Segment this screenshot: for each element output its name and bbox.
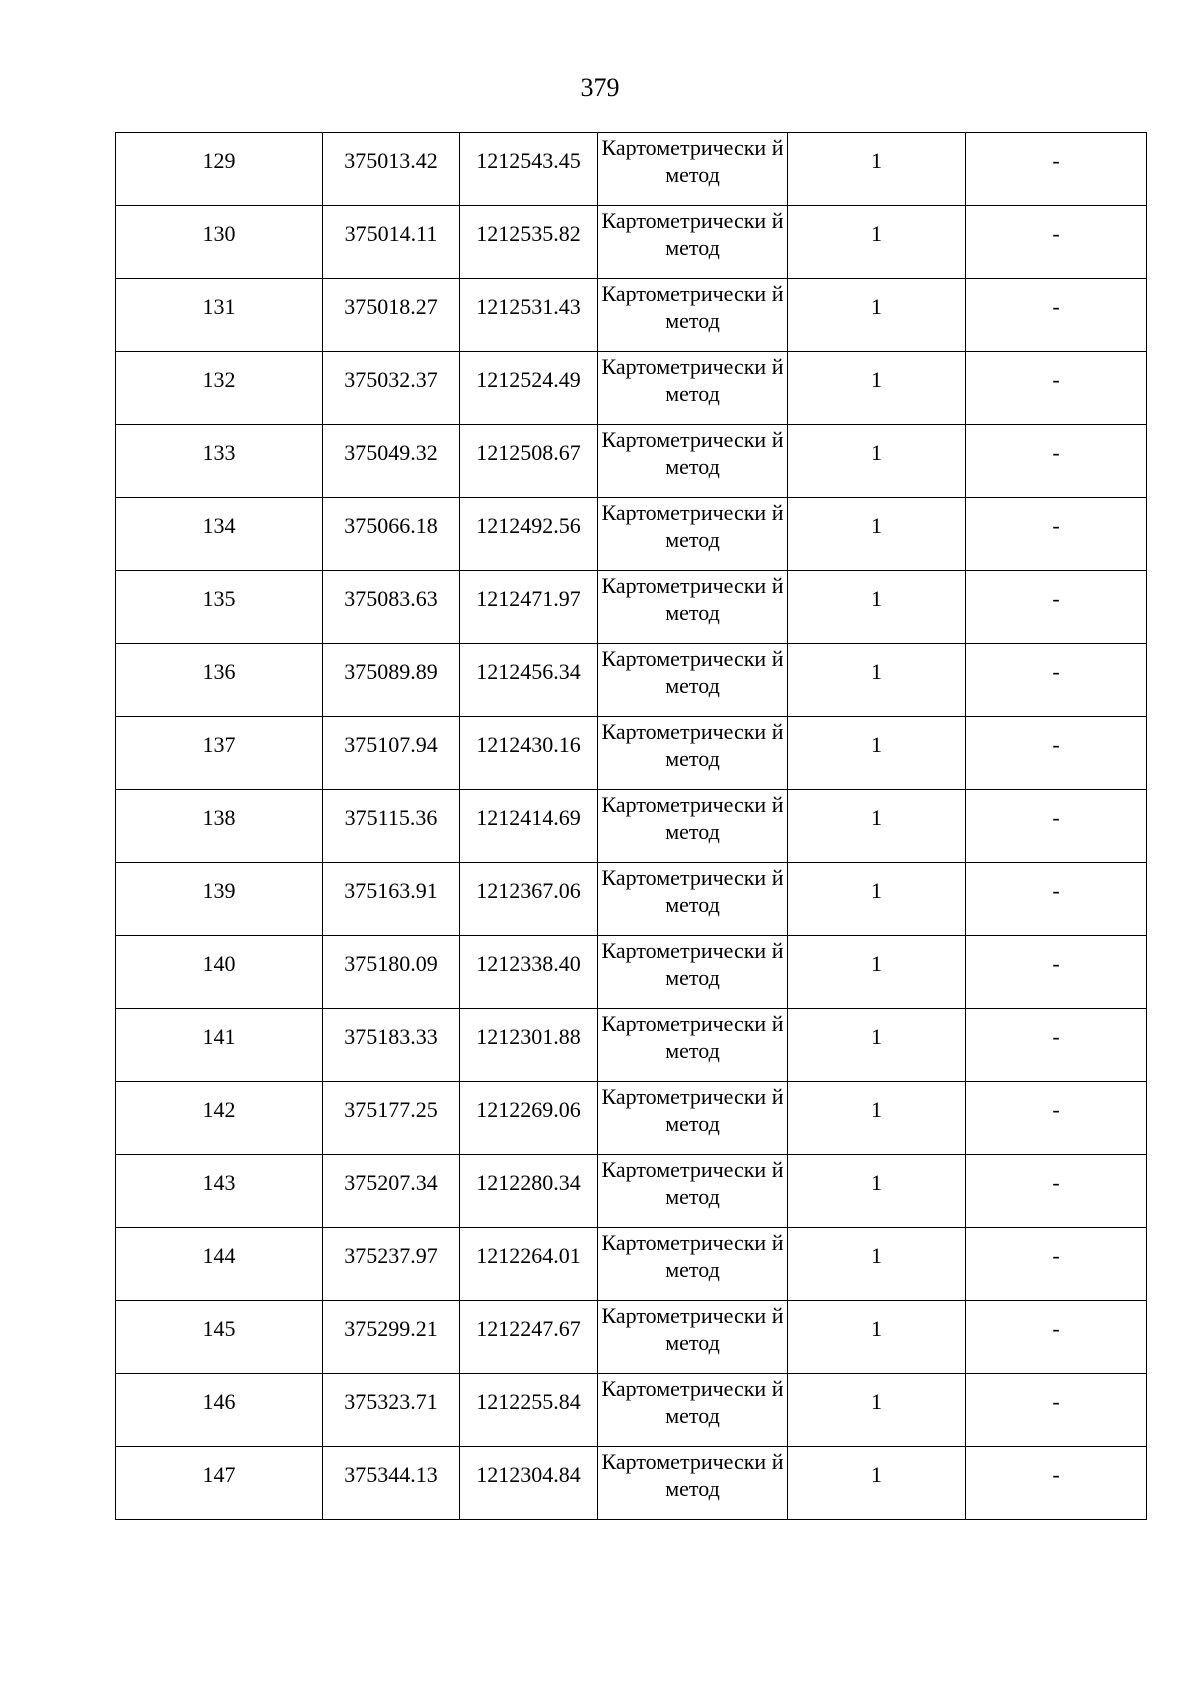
x-coordinate-text: 375177.25 bbox=[344, 1097, 438, 1122]
x-coordinate-cell bbox=[323, 352, 460, 425]
y-coordinate-text: 1212338.40 bbox=[476, 951, 581, 976]
x-coordinate-text: 375032.37 bbox=[344, 367, 438, 392]
x-coordinate-cell bbox=[323, 1009, 460, 1082]
y-coordinate-text: 1212367.06 bbox=[476, 878, 581, 903]
x-coordinate-text: 375323.71 bbox=[344, 1389, 438, 1414]
point-number-text: 146 bbox=[202, 1389, 236, 1414]
accuracy-text: 1 bbox=[871, 805, 882, 830]
y-coordinate-text: 1212264.01 bbox=[476, 1243, 581, 1268]
note-cell bbox=[966, 571, 1147, 644]
accuracy-text: 1 bbox=[871, 367, 882, 392]
table-row bbox=[116, 206, 1147, 279]
note-cell bbox=[966, 133, 1147, 206]
point-number-cell bbox=[116, 863, 323, 936]
point-number-text: 132 bbox=[202, 367, 236, 392]
method-cell bbox=[598, 1082, 788, 1155]
method-cell bbox=[598, 425, 788, 498]
y-coordinate-cell bbox=[460, 498, 598, 571]
accuracy-cell bbox=[788, 1155, 966, 1228]
method-cell bbox=[598, 1447, 788, 1520]
method-cell bbox=[598, 1374, 788, 1447]
method-text: Картометрически й метод bbox=[601, 208, 784, 260]
method-cell bbox=[598, 1009, 788, 1082]
x-coordinate-text: 375083.63 bbox=[344, 586, 438, 611]
y-coordinate-cell bbox=[460, 279, 598, 352]
accuracy-cell bbox=[788, 425, 966, 498]
note-text: - bbox=[1052, 148, 1060, 173]
accuracy-text: 1 bbox=[871, 586, 882, 611]
accuracy-cell bbox=[788, 790, 966, 863]
point-number-cell bbox=[116, 1082, 323, 1155]
accuracy-text: 1 bbox=[871, 513, 882, 538]
table-row bbox=[116, 1301, 1147, 1374]
accuracy-cell bbox=[788, 571, 966, 644]
note-text: - bbox=[1052, 367, 1060, 392]
method-text: Картометрически й метод bbox=[601, 135, 784, 187]
x-coordinate-text: 375237.97 bbox=[344, 1243, 438, 1268]
y-coordinate-text: 1212524.49 bbox=[476, 367, 581, 392]
table-row bbox=[116, 571, 1147, 644]
method-text: Картометрически й метод bbox=[601, 281, 784, 333]
accuracy-text: 1 bbox=[871, 951, 882, 976]
method-text: Картометрически й метод bbox=[601, 427, 784, 479]
x-coordinate-cell bbox=[323, 936, 460, 1009]
y-coordinate-text: 1212280.34 bbox=[476, 1170, 581, 1195]
note-cell bbox=[966, 425, 1147, 498]
note-cell bbox=[966, 1009, 1147, 1082]
x-coordinate-cell bbox=[323, 717, 460, 790]
accuracy-cell bbox=[788, 863, 966, 936]
x-coordinate-cell bbox=[323, 206, 460, 279]
accuracy-cell bbox=[788, 717, 966, 790]
accuracy-cell bbox=[788, 1301, 966, 1374]
x-coordinate-cell bbox=[323, 1228, 460, 1301]
note-text: - bbox=[1052, 513, 1060, 538]
point-number-text: 136 bbox=[202, 659, 236, 684]
y-coordinate-text: 1212508.67 bbox=[476, 440, 581, 465]
method-cell bbox=[598, 1228, 788, 1301]
y-coordinate-text: 1212543.45 bbox=[476, 148, 581, 173]
y-coordinate-text: 1212456.34 bbox=[476, 659, 581, 684]
table-row bbox=[116, 1374, 1147, 1447]
x-coordinate-text: 375183.33 bbox=[344, 1024, 438, 1049]
y-coordinate-cell bbox=[460, 1374, 598, 1447]
method-text: Картометрически й метод bbox=[601, 1376, 784, 1428]
note-cell bbox=[966, 936, 1147, 1009]
point-number-text: 130 bbox=[202, 221, 236, 246]
note-text: - bbox=[1052, 221, 1060, 246]
note-cell bbox=[966, 1374, 1147, 1447]
x-coordinate-cell bbox=[323, 133, 460, 206]
note-text: - bbox=[1052, 878, 1060, 903]
y-coordinate-cell bbox=[460, 790, 598, 863]
accuracy-cell bbox=[788, 206, 966, 279]
note-cell bbox=[966, 1155, 1147, 1228]
point-number-cell bbox=[116, 717, 323, 790]
note-cell bbox=[966, 863, 1147, 936]
accuracy-cell bbox=[788, 644, 966, 717]
method-cell bbox=[598, 206, 788, 279]
point-number-text: 147 bbox=[202, 1462, 236, 1487]
point-number-text: 140 bbox=[202, 951, 236, 976]
y-coordinate-cell bbox=[460, 863, 598, 936]
table-row bbox=[116, 352, 1147, 425]
note-cell bbox=[966, 1228, 1147, 1301]
accuracy-cell bbox=[788, 1374, 966, 1447]
point-number-cell bbox=[116, 644, 323, 717]
x-coordinate-cell bbox=[323, 790, 460, 863]
method-text: Картометрически й метод bbox=[601, 865, 784, 917]
point-number-text: 138 bbox=[202, 805, 236, 830]
x-coordinate-text: 375014.11 bbox=[344, 221, 438, 246]
y-coordinate-cell bbox=[460, 1009, 598, 1082]
y-coordinate-cell bbox=[460, 1447, 598, 1520]
accuracy-cell bbox=[788, 133, 966, 206]
note-cell bbox=[966, 279, 1147, 352]
table-row bbox=[116, 425, 1147, 498]
x-coordinate-text: 375018.27 bbox=[344, 294, 438, 319]
method-cell bbox=[598, 498, 788, 571]
method-text: Картометрически й метод bbox=[601, 500, 784, 552]
point-number-cell bbox=[116, 133, 323, 206]
method-text: Картометрически й метод bbox=[601, 1084, 784, 1136]
x-coordinate-text: 375163.91 bbox=[344, 878, 438, 903]
table-row bbox=[116, 1447, 1147, 1520]
y-coordinate-text: 1212492.56 bbox=[476, 513, 581, 538]
y-coordinate-text: 1212301.88 bbox=[476, 1024, 581, 1049]
point-number-cell bbox=[116, 498, 323, 571]
point-number-text: 134 bbox=[202, 513, 236, 538]
x-coordinate-text: 375107.94 bbox=[344, 732, 438, 757]
point-number-cell bbox=[116, 1228, 323, 1301]
point-number-cell bbox=[116, 425, 323, 498]
x-coordinate-cell bbox=[323, 1155, 460, 1228]
method-cell bbox=[598, 936, 788, 1009]
method-cell bbox=[598, 1155, 788, 1228]
point-number-cell bbox=[116, 206, 323, 279]
accuracy-text: 1 bbox=[871, 1024, 882, 1049]
method-text: Картометрически й метод bbox=[601, 1449, 784, 1501]
x-coordinate-cell bbox=[323, 279, 460, 352]
note-text: - bbox=[1052, 805, 1060, 830]
note-text: - bbox=[1052, 1097, 1060, 1122]
x-coordinate-cell bbox=[323, 1374, 460, 1447]
accuracy-text: 1 bbox=[871, 732, 882, 757]
x-coordinate-cell bbox=[323, 571, 460, 644]
x-coordinate-text: 375013.42 bbox=[344, 148, 438, 173]
point-number-cell bbox=[116, 571, 323, 644]
y-coordinate-cell bbox=[460, 133, 598, 206]
accuracy-cell bbox=[788, 1228, 966, 1301]
note-text: - bbox=[1052, 1389, 1060, 1414]
accuracy-cell bbox=[788, 936, 966, 1009]
note-text: - bbox=[1052, 586, 1060, 611]
method-cell bbox=[598, 133, 788, 206]
method-cell bbox=[598, 644, 788, 717]
y-coordinate-cell bbox=[460, 1301, 598, 1374]
accuracy-cell bbox=[788, 1009, 966, 1082]
note-text: - bbox=[1052, 1462, 1060, 1487]
accuracy-text: 1 bbox=[871, 1316, 882, 1341]
method-text: Картометрически й метод bbox=[601, 792, 784, 844]
note-cell bbox=[966, 1447, 1147, 1520]
accuracy-cell bbox=[788, 1447, 966, 1520]
y-coordinate-text: 1212430.16 bbox=[476, 732, 581, 757]
y-coordinate-cell bbox=[460, 206, 598, 279]
accuracy-text: 1 bbox=[871, 1462, 882, 1487]
note-cell bbox=[966, 790, 1147, 863]
x-coordinate-text: 375180.09 bbox=[344, 951, 438, 976]
point-number-cell bbox=[116, 1374, 323, 1447]
accuracy-cell bbox=[788, 352, 966, 425]
method-cell bbox=[598, 790, 788, 863]
accuracy-text: 1 bbox=[871, 221, 882, 246]
x-coordinate-text: 375207.34 bbox=[344, 1170, 438, 1195]
point-number-cell bbox=[116, 279, 323, 352]
y-coordinate-text: 1212531.43 bbox=[476, 294, 581, 319]
note-cell bbox=[966, 352, 1147, 425]
table-row bbox=[116, 790, 1147, 863]
point-number-text: 141 bbox=[202, 1024, 236, 1049]
y-coordinate-text: 1212247.67 bbox=[476, 1316, 581, 1341]
point-number-text: 135 bbox=[202, 586, 236, 611]
y-coordinate-cell bbox=[460, 644, 598, 717]
x-coordinate-cell bbox=[323, 1082, 460, 1155]
table-row bbox=[116, 936, 1147, 1009]
note-text: - bbox=[1052, 951, 1060, 976]
accuracy-text: 1 bbox=[871, 878, 882, 903]
note-cell bbox=[966, 717, 1147, 790]
note-text: - bbox=[1052, 1243, 1060, 1268]
point-number-text: 143 bbox=[202, 1170, 236, 1195]
x-coordinate-cell bbox=[323, 1301, 460, 1374]
x-coordinate-cell bbox=[323, 498, 460, 571]
note-text: - bbox=[1052, 440, 1060, 465]
x-coordinate-cell bbox=[323, 1447, 460, 1520]
y-coordinate-cell bbox=[460, 936, 598, 1009]
note-text: - bbox=[1052, 1170, 1060, 1195]
y-coordinate-cell bbox=[460, 425, 598, 498]
accuracy-cell bbox=[788, 1082, 966, 1155]
y-coordinate-cell bbox=[460, 1155, 598, 1228]
note-cell bbox=[966, 1301, 1147, 1374]
table-row bbox=[116, 1155, 1147, 1228]
point-number-cell bbox=[116, 1009, 323, 1082]
accuracy-text: 1 bbox=[871, 1389, 882, 1414]
y-coordinate-text: 1212471.97 bbox=[476, 586, 581, 611]
x-coordinate-text: 375299.21 bbox=[344, 1316, 438, 1341]
table-row bbox=[116, 1228, 1147, 1301]
method-cell bbox=[598, 1301, 788, 1374]
accuracy-text: 1 bbox=[871, 294, 882, 319]
x-coordinate-cell bbox=[323, 644, 460, 717]
accuracy-text: 1 bbox=[871, 440, 882, 465]
y-coordinate-cell bbox=[460, 571, 598, 644]
table-row bbox=[116, 279, 1147, 352]
method-text: Картометрически й метод bbox=[601, 1230, 784, 1282]
y-coordinate-cell bbox=[460, 1082, 598, 1155]
note-cell bbox=[966, 206, 1147, 279]
y-coordinate-text: 1212269.06 bbox=[476, 1097, 581, 1122]
table-row bbox=[116, 133, 1147, 206]
note-text: - bbox=[1052, 1024, 1060, 1049]
point-number-cell bbox=[116, 352, 323, 425]
y-coordinate-text: 1212255.84 bbox=[476, 1389, 581, 1414]
note-text: - bbox=[1052, 294, 1060, 319]
table-row bbox=[116, 498, 1147, 571]
method-text: Картометрически й метод bbox=[601, 938, 784, 990]
accuracy-text: 1 bbox=[871, 1170, 882, 1195]
y-coordinate-text: 1212535.82 bbox=[476, 221, 581, 246]
point-number-text: 144 bbox=[202, 1243, 236, 1268]
point-number-cell bbox=[116, 790, 323, 863]
method-cell bbox=[598, 279, 788, 352]
method-text: Картометрически й метод bbox=[601, 1303, 784, 1355]
coordinates-table-body bbox=[116, 133, 1147, 1520]
table-row bbox=[116, 1082, 1147, 1155]
method-text: Картометрически й метод bbox=[601, 354, 784, 406]
y-coordinate-text: 1212304.84 bbox=[476, 1462, 581, 1487]
accuracy-text: 1 bbox=[871, 1243, 882, 1268]
table-row bbox=[116, 863, 1147, 936]
method-text: Картометрически й метод bbox=[601, 573, 784, 625]
accuracy-text: 1 bbox=[871, 148, 882, 173]
note-cell bbox=[966, 1082, 1147, 1155]
note-cell bbox=[966, 644, 1147, 717]
accuracy-cell bbox=[788, 279, 966, 352]
y-coordinate-cell bbox=[460, 717, 598, 790]
x-coordinate-cell bbox=[323, 863, 460, 936]
accuracy-text: 1 bbox=[871, 659, 882, 684]
x-coordinate-text: 375089.89 bbox=[344, 659, 438, 684]
method-text: Картометрически й метод bbox=[601, 646, 784, 698]
x-coordinate-text: 375115.36 bbox=[344, 805, 438, 830]
method-text: Картометрически й метод bbox=[601, 719, 784, 771]
table-row bbox=[116, 717, 1147, 790]
x-coordinate-cell bbox=[323, 425, 460, 498]
accuracy-cell bbox=[788, 498, 966, 571]
note-text: - bbox=[1052, 1316, 1060, 1341]
table-row bbox=[116, 644, 1147, 717]
note-text: - bbox=[1052, 732, 1060, 757]
point-number-cell bbox=[116, 1155, 323, 1228]
method-cell bbox=[598, 863, 788, 936]
table-row bbox=[116, 1009, 1147, 1082]
method-cell bbox=[598, 352, 788, 425]
method-cell bbox=[598, 571, 788, 644]
point-number-text: 139 bbox=[202, 878, 236, 903]
method-cell bbox=[598, 717, 788, 790]
method-text: Картометрически й метод bbox=[601, 1011, 784, 1063]
point-number-cell bbox=[116, 1447, 323, 1520]
point-number-text: 137 bbox=[202, 732, 236, 757]
point-number-text: 133 bbox=[202, 440, 236, 465]
note-text: - bbox=[1052, 659, 1060, 684]
x-coordinate-text: 375049.32 bbox=[344, 440, 438, 465]
point-number-cell bbox=[116, 936, 323, 1009]
y-coordinate-text: 1212414.69 bbox=[476, 805, 581, 830]
x-coordinate-text: 375066.18 bbox=[344, 513, 438, 538]
x-coordinate-text: 375344.13 bbox=[344, 1462, 438, 1487]
point-number-text: 129 bbox=[202, 148, 236, 173]
point-number-cell bbox=[116, 1301, 323, 1374]
coordinates-table bbox=[115, 132, 1147, 1520]
method-text: Картометрически й метод bbox=[601, 1157, 784, 1209]
accuracy-text: 1 bbox=[871, 1097, 882, 1122]
note-cell bbox=[966, 498, 1147, 571]
y-coordinate-cell bbox=[460, 352, 598, 425]
point-number-text: 145 bbox=[202, 1316, 236, 1341]
y-coordinate-cell bbox=[460, 1228, 598, 1301]
point-number-text: 142 bbox=[202, 1097, 236, 1122]
point-number-text: 131 bbox=[202, 294, 236, 319]
page-number: 379 bbox=[580, 73, 620, 102]
